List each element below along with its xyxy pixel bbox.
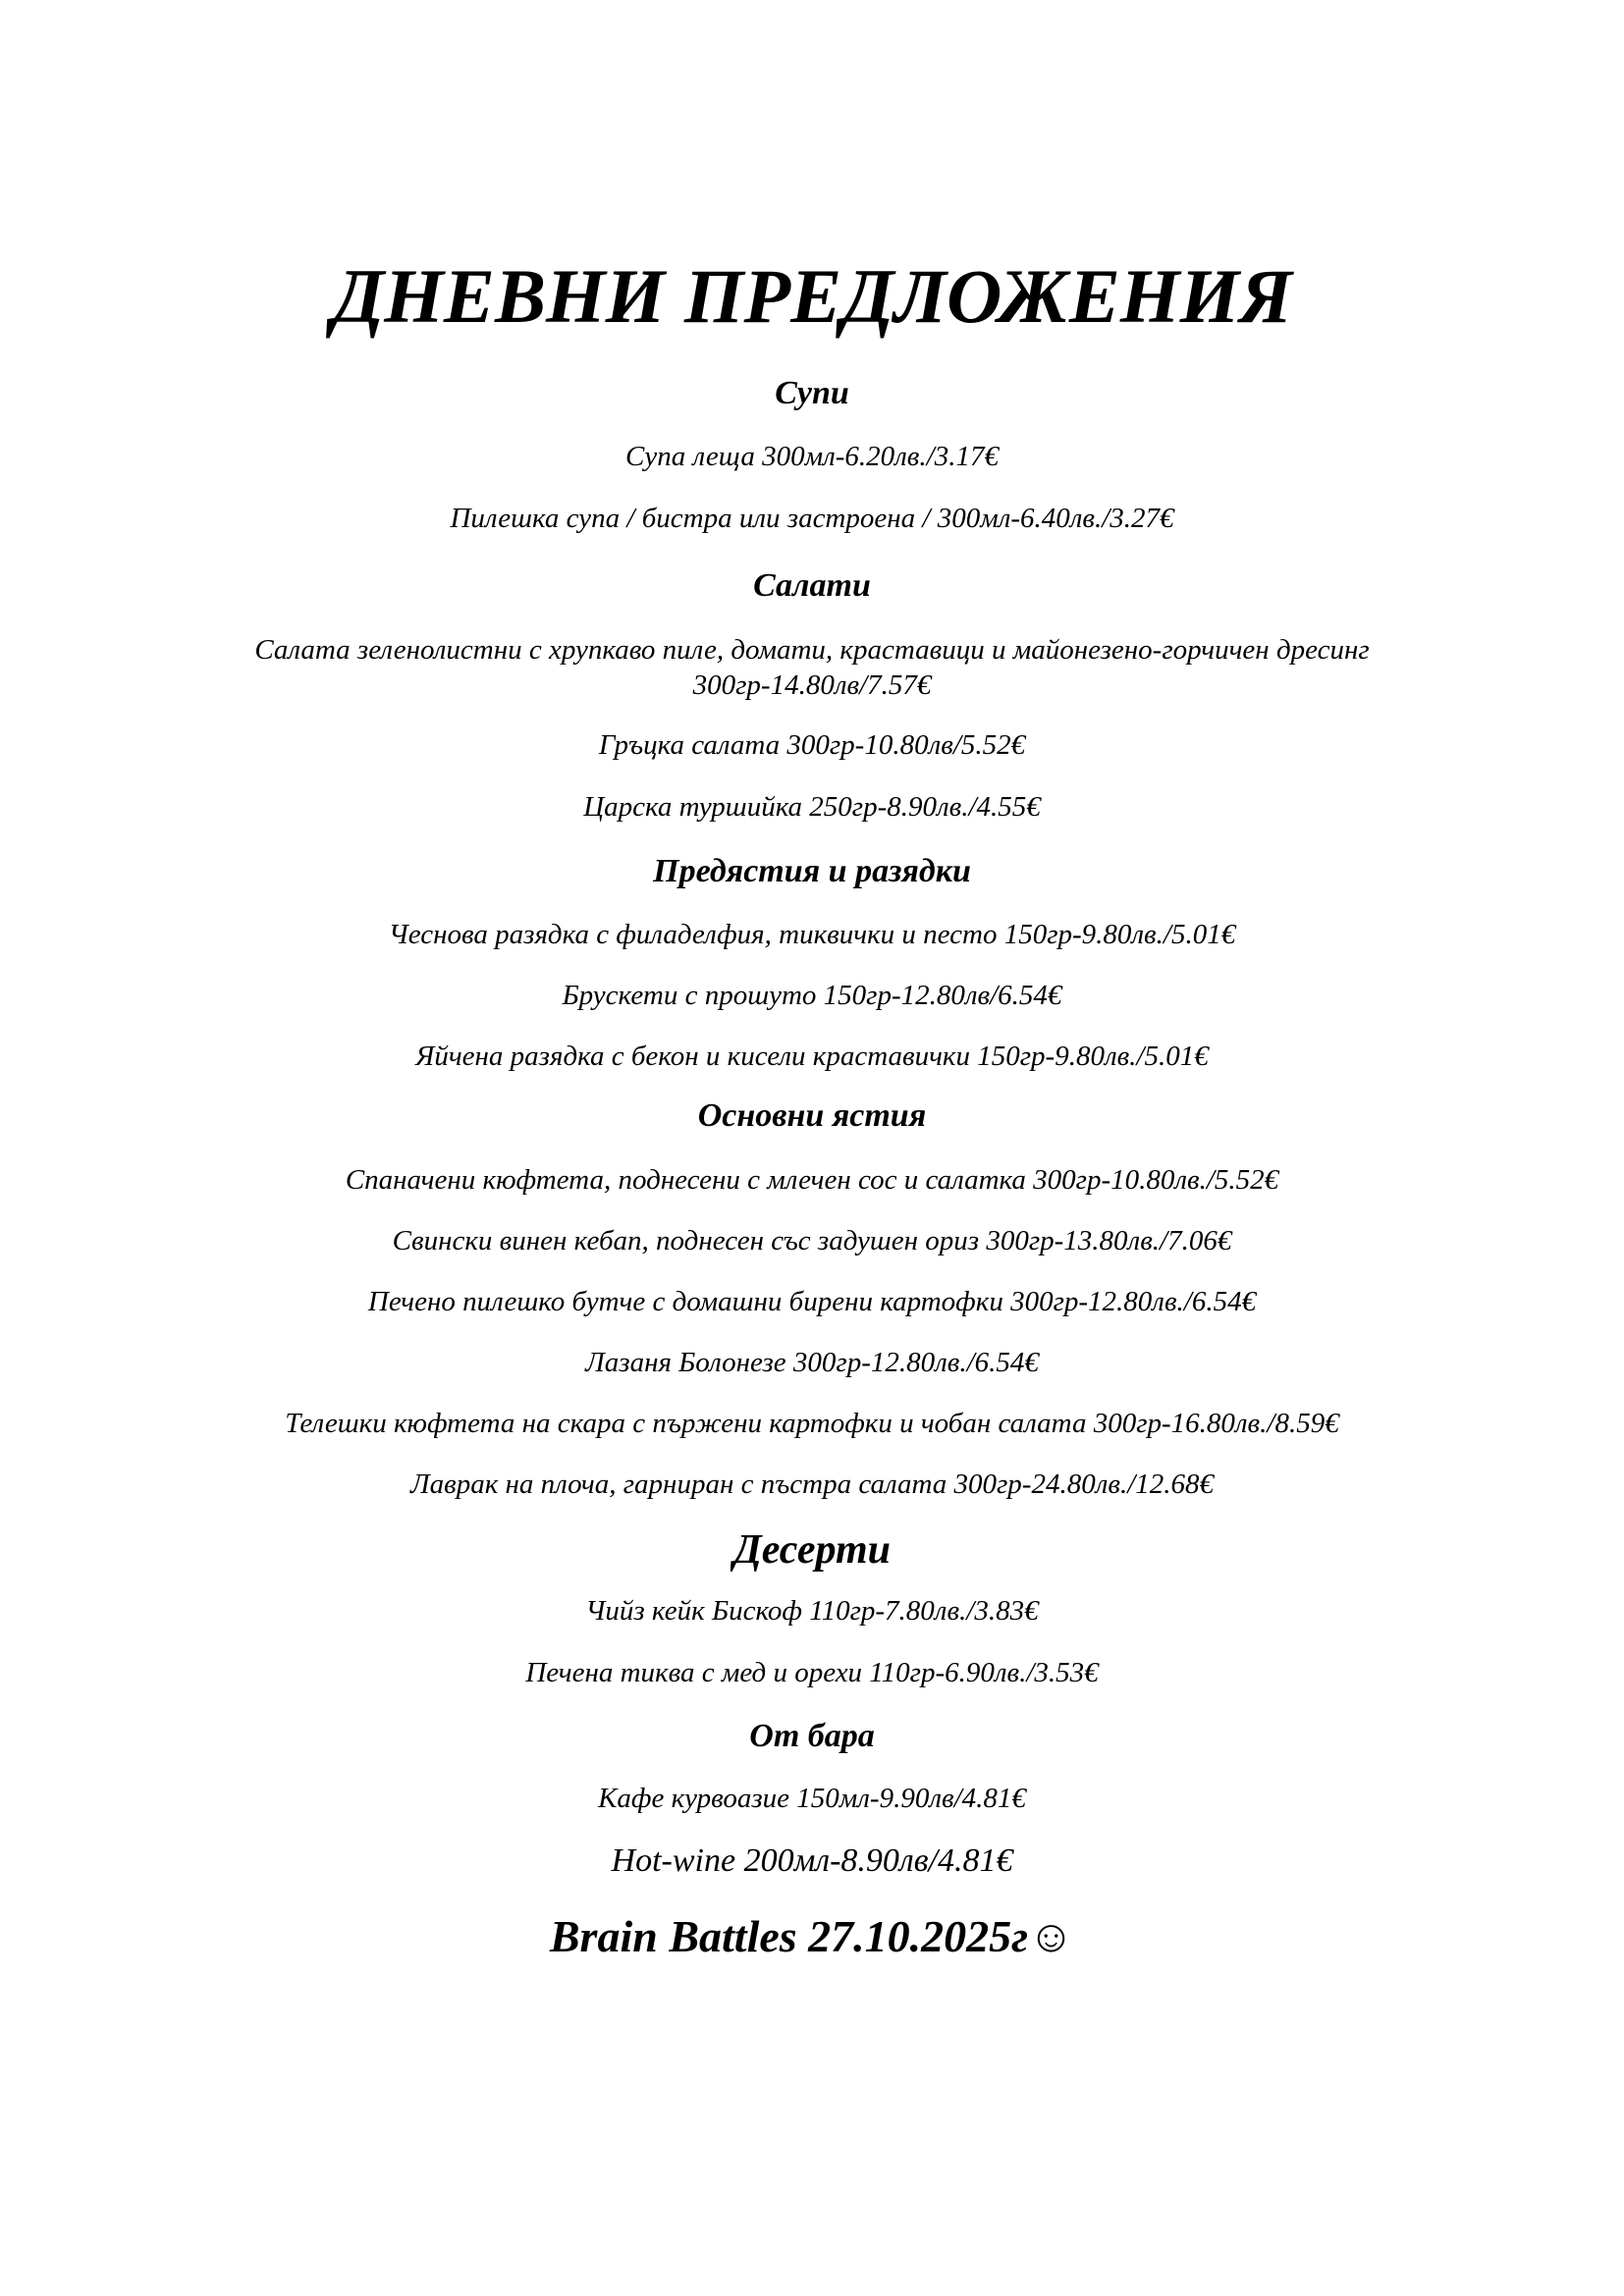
menu-item: Телешки кюфтета на скара с пържени картофки и чобан салата 300гр-16.80лв./8.59€ <box>285 1408 1339 1439</box>
menu-item: Лаврак на плоча, гарниран с пъстра салата 300гр-24.80лв./12.68€ <box>409 1468 1215 1500</box>
menu-item: Пилешка супа / бистра или застроена / 300мл-6.40лв./3.27€ <box>450 503 1174 534</box>
footer-event-line: Brain Battles 27.10.2025г☺ <box>549 1911 1075 1961</box>
menu-item: Печена тиква с мед и орехи 110гр-6.90лв./3.53€ <box>525 1657 1099 1688</box>
section-heading-desserts: Десерти <box>733 1527 891 1573</box>
menu-item: Брускети с прошуто 150гр-12.80лв/6.54€ <box>562 980 1062 1011</box>
menu-item: Лазаня Болонезе 300гр-12.80лв./6.54€ <box>585 1347 1039 1378</box>
section-heading-appetizers: Предястия и разядки <box>653 853 971 889</box>
section-heading-bar: От бара <box>749 1718 875 1754</box>
menu-item: Гръцка салата 300гр-10.80лв/5.52€ <box>598 729 1026 761</box>
menu-item: Салата зеленолистни с хрупкаво пиле, домати, краставици и майонезено-горчичен дресинг 300гр-14.80лв/7.57€ <box>254 634 1370 701</box>
menu-item: Hot-wine 200мл-8.90лв/4.81€ <box>611 1842 1013 1879</box>
menu-item: Царска туршийка 250гр-8.90лв./4.55€ <box>583 791 1041 823</box>
menu-item: Свински винен кебап, поднесен със задушен ориз 300гр-13.80лв./7.06€ <box>392 1225 1232 1256</box>
menu-item: Чийз кейк Бискоф 110гр-7.80лв./3.83€ <box>585 1595 1039 1627</box>
section-heading-soups: Супи <box>775 375 849 411</box>
menu-item: Спаначени кюфтета, поднесени с млечен сос и салатка 300гр-10.80лв./5.52€ <box>345 1164 1279 1196</box>
page-title: ДНЕВНИ ПРЕДЛОЖЕНИЯ <box>331 253 1293 339</box>
menu-item: Кафе курвоазие 150мл-9.90лв/4.81€ <box>598 1783 1026 1814</box>
menu-item: Печено пилешко бутче с домашни бирени картофки 300гр-12.80лв./6.54€ <box>367 1286 1257 1317</box>
menu-item: Яйчена разядка с бекон и кисели краставички 150гр-9.80лв./5.01€ <box>415 1041 1209 1072</box>
section-heading-salads: Салати <box>753 567 871 604</box>
menu-item: Чеснова разядка с филаделфия, тиквички и песто 150гр-9.80лв./5.01€ <box>388 919 1236 950</box>
section-heading-main-courses: Основни ястия <box>697 1097 927 1134</box>
menu-item: Супа леща 300мл-6.20лв./3.17€ <box>625 441 999 472</box>
